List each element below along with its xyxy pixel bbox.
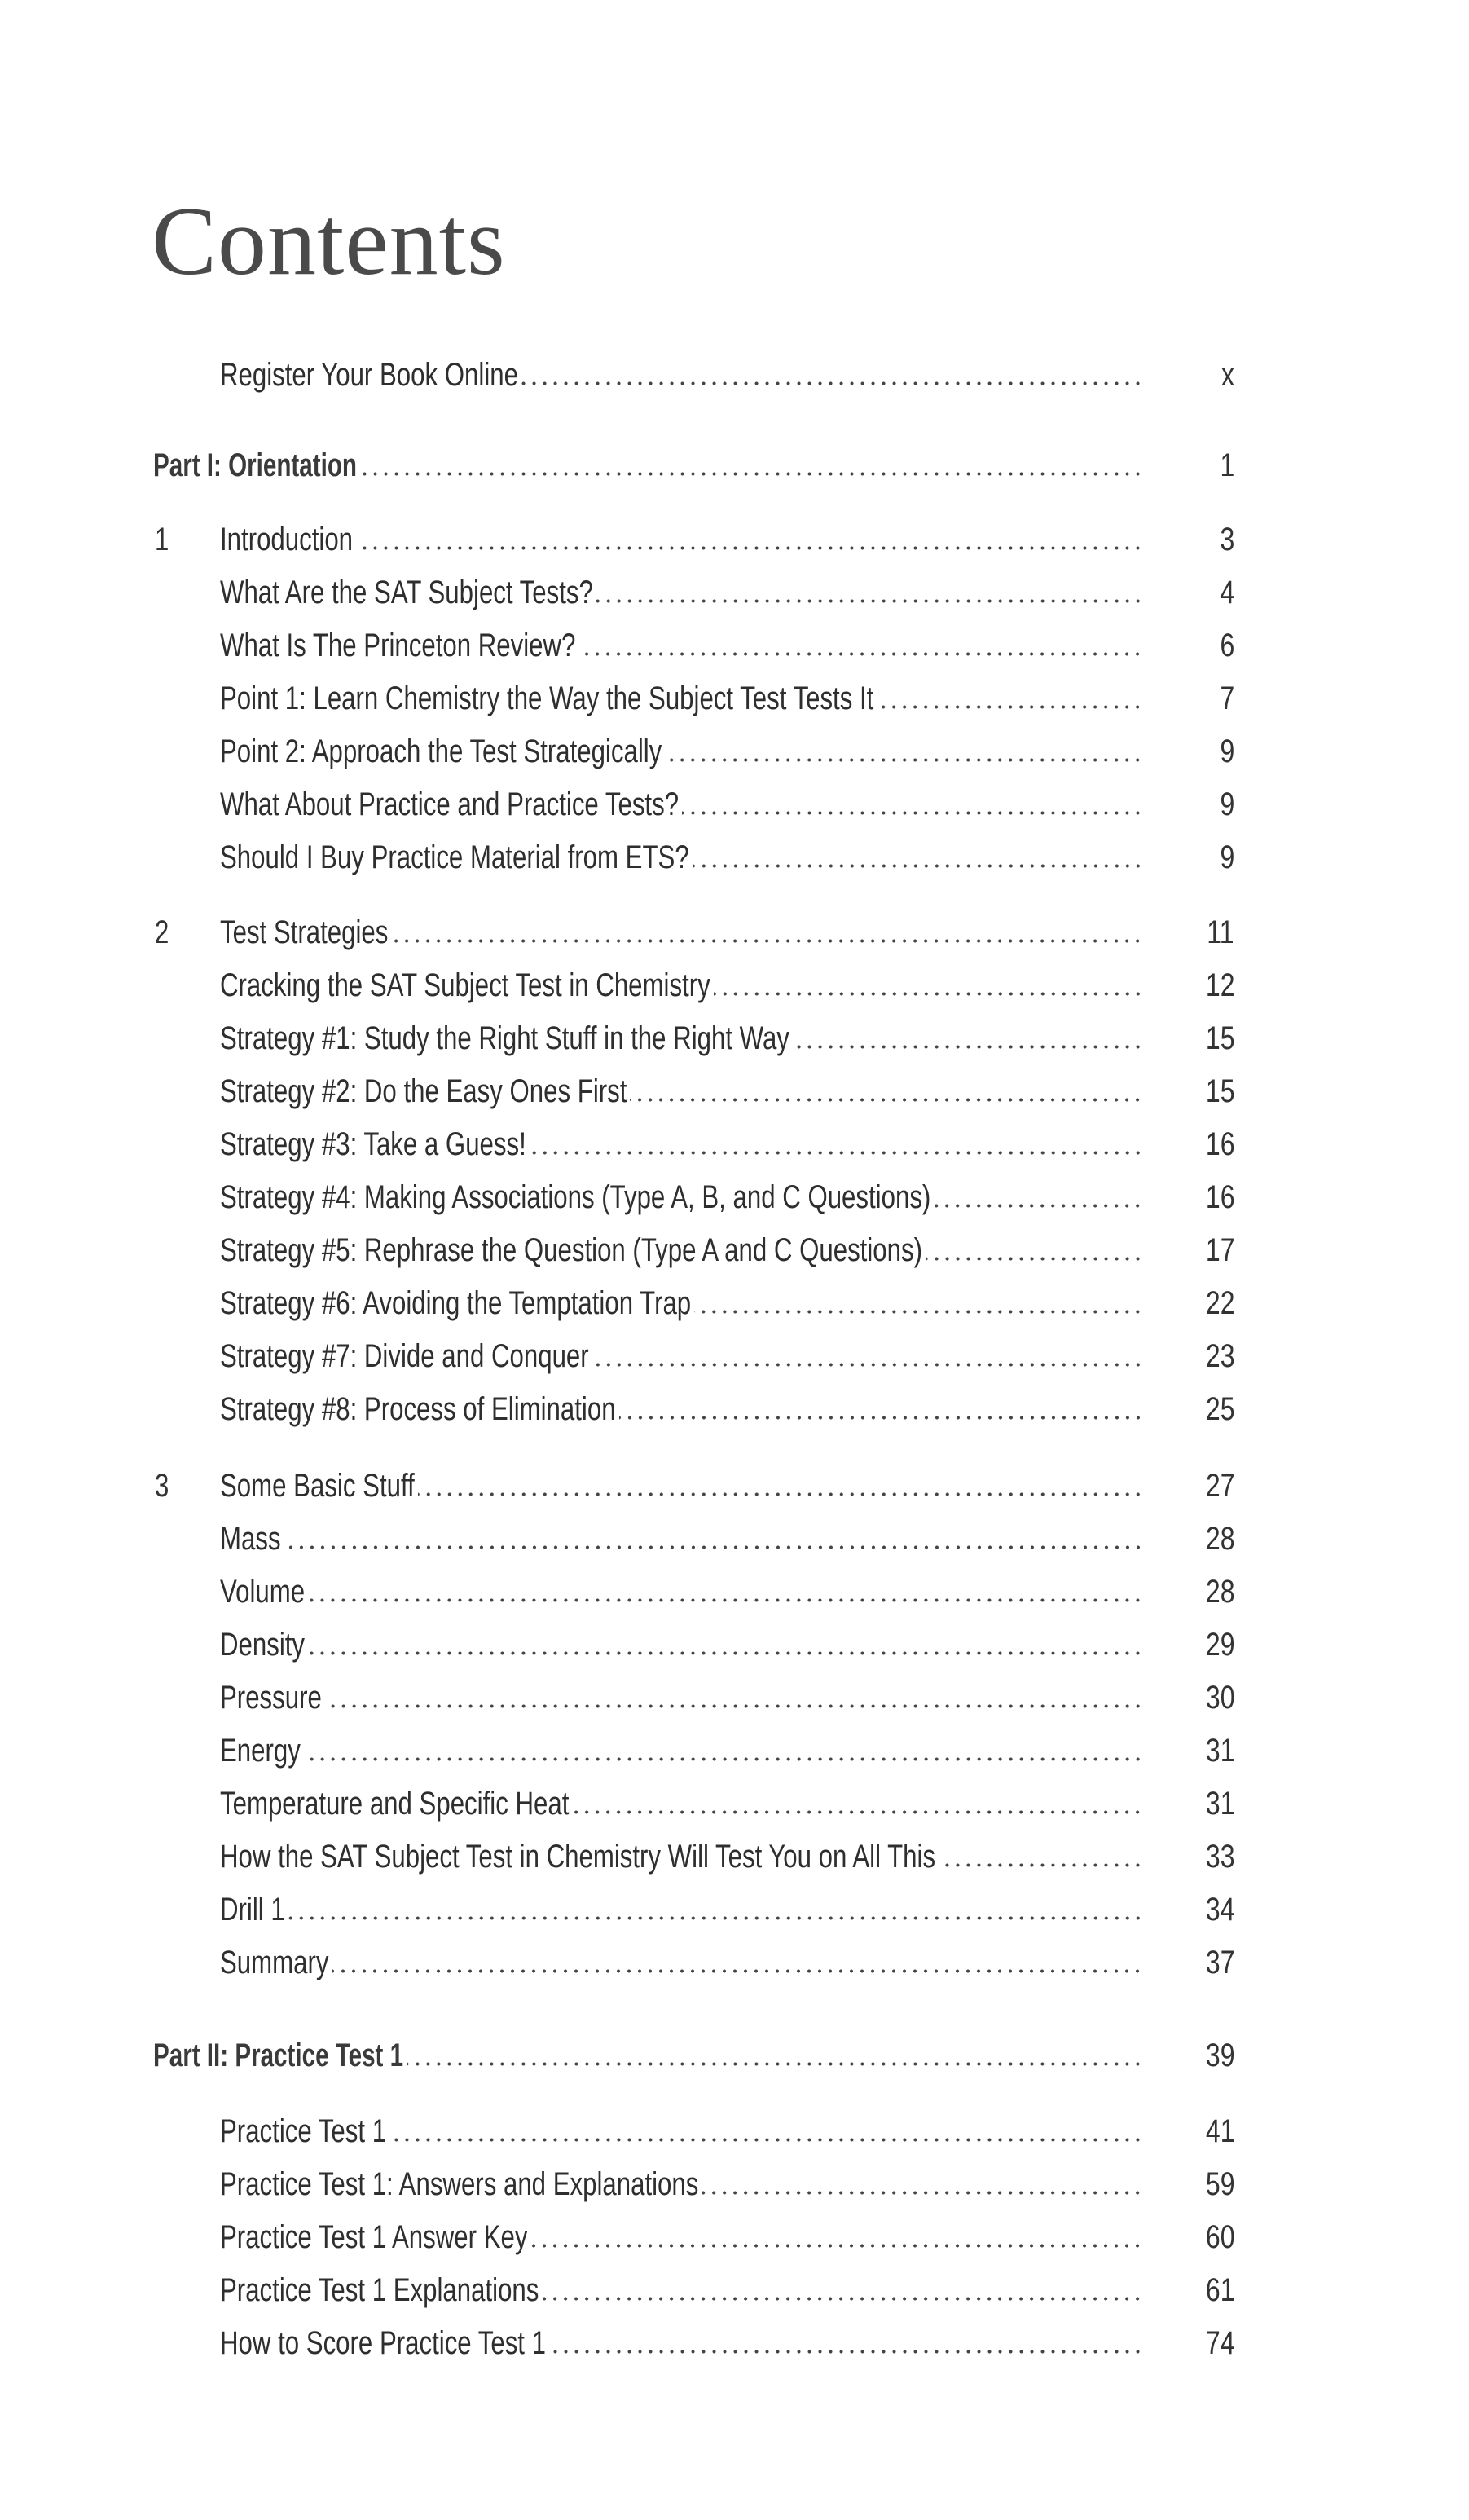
dot-leader (679, 784, 1143, 825)
toc-entry-label: Strategy #4: Making Associations (Type A, B, and C Questions) (220, 1179, 931, 1215)
dot-leader (873, 678, 1143, 719)
dot-leader (328, 1942, 1143, 1983)
page-number: 39 (1205, 2038, 1234, 2073)
page-number: 4 (1220, 575, 1234, 610)
page-number: 23 (1205, 1338, 1234, 1374)
toc-entry-label: Density (220, 1627, 306, 1663)
dot-leader (710, 965, 1143, 1006)
toc-entry-body (220, 837, 1143, 878)
dot-leader (546, 2323, 1143, 2364)
page-number: 28 (1205, 1574, 1234, 1610)
toc-entry-section[interactable] (0, 2323, 1469, 2364)
page-number: 27 (1205, 1468, 1234, 1504)
toc-entry-chapter[interactable] (0, 1465, 1469, 1506)
toc-entry-label: Strategy #7: Divide and Conquer (220, 1338, 589, 1374)
toc-entry-section[interactable] (0, 1124, 1469, 1165)
page-number: 30 (1205, 1680, 1234, 1716)
toc-entry-body (220, 2164, 1143, 2205)
page-number: 1 (1220, 447, 1234, 483)
dot-leader (403, 2035, 1143, 2076)
toc-entry-section[interactable] (0, 837, 1469, 878)
page-number: 3 (1220, 522, 1234, 557)
dot-leader (698, 2164, 1143, 2205)
toc-entry-chapter[interactable] (0, 519, 1469, 560)
toc-entry-body (153, 2035, 1143, 2076)
toc-entry-section[interactable] (0, 1283, 1469, 1324)
toc-entry-label: Should I Buy Practice Material from ETS? (220, 839, 689, 875)
toc-entry-body (220, 1177, 1143, 1218)
toc-entry-section[interactable] (0, 1942, 1469, 1983)
dot-leader (662, 731, 1143, 772)
dot-leader (789, 1018, 1143, 1059)
toc-entry-body (220, 1730, 1143, 1771)
page-number: 9 (1220, 839, 1234, 875)
toc-entry-section[interactable] (0, 1889, 1469, 1930)
toc-entry-label: Some Basic Stuff (220, 1468, 415, 1504)
page-number: 9 (1220, 734, 1234, 769)
toc-entry-body (220, 1571, 1143, 1612)
page-number: 59 (1205, 2166, 1234, 2202)
toc-entry-label: Strategy #2: Do the Easy Ones First (220, 1073, 627, 1109)
toc-entry-label: What Is The Princeton Review? (220, 628, 576, 663)
toc-entry-label: Summary (220, 1945, 329, 1980)
toc-entry-section[interactable] (0, 1336, 1469, 1377)
page-number: 16 (1205, 1126, 1234, 1162)
toc-entry-body (220, 678, 1143, 719)
toc-entry-label: How the SAT Subject Test in Chemistry Will Test You on All This (220, 1839, 936, 1875)
toc-entry-body (220, 731, 1143, 772)
page-number: 74 (1205, 2325, 1234, 2361)
toc-entry-label: Practice Test 1 Answer Key (220, 2219, 528, 2255)
toc-entry-body (220, 1124, 1143, 1165)
toc-entry-label: Mass (220, 1521, 281, 1557)
page-number: 9 (1220, 786, 1234, 822)
page-number: 60 (1205, 2219, 1234, 2255)
toc-entry-body (220, 1518, 1143, 1559)
toc-entry-label: How to Score Practice Test 1 (220, 2325, 546, 2361)
page-number: 61 (1205, 2272, 1234, 2308)
toc-entry-body (220, 1389, 1143, 1430)
toc-entry-section[interactable] (0, 2270, 1469, 2311)
toc-entry-section[interactable] (0, 1518, 1469, 1559)
dot-leader (691, 1283, 1143, 1324)
toc-entry-label: What About Practice and Practice Tests? (220, 786, 680, 822)
toc-entry-section[interactable] (0, 1389, 1469, 1430)
toc-entry-label: Register Your Book Online (220, 357, 518, 393)
dot-leader (539, 2270, 1143, 2311)
dot-leader (301, 1730, 1143, 1771)
toc-entry-label: Test Strategies (220, 914, 389, 950)
dot-leader (575, 625, 1143, 666)
dot-leader (569, 1783, 1143, 1824)
toc-entry-section[interactable] (0, 1836, 1469, 1877)
toc-entry-body (220, 965, 1143, 1006)
toc-entry-label: Point 1: Learn Chemistry the Way the Subject Test Tests It (220, 681, 874, 716)
page-number: 15 (1205, 1073, 1234, 1109)
toc-entry-section[interactable] (0, 784, 1469, 825)
toc-entry-section[interactable] (0, 965, 1469, 1006)
toc-entry-section[interactable] (0, 625, 1469, 666)
toc-entry-section[interactable] (0, 678, 1469, 719)
toc-entry-section[interactable] (0, 1230, 1469, 1271)
page-number: 37 (1205, 1945, 1234, 1980)
dot-leader (285, 1889, 1143, 1930)
toc-entry-body (220, 2323, 1143, 2364)
dot-leader (322, 1677, 1143, 1718)
toc-entry-section[interactable] (0, 1071, 1469, 1112)
toc-entry-body (220, 1071, 1143, 1112)
toc-entry-body (220, 2111, 1143, 2152)
toc-entry-label: Strategy #3: Take a Guess! (220, 1126, 526, 1162)
toc-entry-body (220, 1783, 1143, 1824)
dot-leader (616, 1389, 1143, 1430)
dot-leader (386, 2111, 1143, 2152)
page-number: 16 (1205, 1179, 1234, 1215)
page-number: 17 (1205, 1232, 1234, 1268)
page-number: 31 (1205, 1733, 1234, 1769)
page-number: 29 (1205, 1627, 1234, 1663)
dot-leader (935, 1836, 1143, 1877)
toc-entry-section[interactable] (0, 1783, 1469, 1824)
dot-leader (527, 2217, 1143, 2258)
page-title: Contents (152, 187, 506, 295)
page-number: 34 (1205, 1892, 1234, 1927)
dot-leader (281, 1518, 1143, 1559)
toc-entry-label: Part II: Practice Test 1 (153, 2038, 404, 2073)
toc-entry-body (220, 1465, 1143, 1506)
dot-leader (930, 1177, 1143, 1218)
toc-entry-label: Volume (220, 1574, 306, 1610)
toc-entry-body (220, 1230, 1143, 1271)
toc-entry-label: Pressure (220, 1680, 322, 1716)
dot-leader (357, 445, 1143, 486)
page-number: 41 (1205, 2113, 1234, 2149)
toc-entry-label: What Are the SAT Subject Tests? (220, 575, 593, 610)
toc-entry-body (220, 1624, 1143, 1665)
page-number: 33 (1205, 1839, 1234, 1875)
toc-entry-section[interactable] (0, 731, 1469, 772)
toc-entry-body (220, 2270, 1143, 2311)
toc-entry-body (220, 1836, 1143, 1877)
dot-leader (353, 519, 1143, 560)
toc-entry-body (220, 625, 1143, 666)
toc-entry-section[interactable] (0, 2111, 1469, 2152)
dot-leader (689, 837, 1143, 878)
toc-entry-body (220, 1889, 1143, 1930)
dot-leader (388, 912, 1143, 953)
toc-entry-label: Cracking the SAT Subject Test in Chemistry (220, 967, 710, 1003)
dot-leader (518, 355, 1143, 395)
page-number: 7 (1220, 681, 1234, 716)
page-number: 22 (1205, 1285, 1234, 1321)
toc-entry-body (220, 1336, 1143, 1377)
page-number: 15 (1205, 1020, 1234, 1056)
toc-entry-label: Practice Test 1: Answers and Explanations (220, 2166, 699, 2202)
dot-leader (627, 1071, 1143, 1112)
toc-entry-section[interactable] (0, 1177, 1469, 1218)
toc-entry-section[interactable] (0, 1571, 1469, 1612)
toc-entry-label: Strategy #8: Process of Elimination (220, 1391, 616, 1427)
toc-entry-label: Temperature and Specific Heat (220, 1786, 570, 1822)
toc-entry-body (220, 1677, 1143, 1718)
chapter-number: 1 (155, 522, 169, 557)
page-number: x (1221, 357, 1234, 393)
chapter-number: 3 (155, 1468, 169, 1504)
toc-entry-part[interactable] (0, 445, 1469, 486)
toc-entry-body (220, 1018, 1143, 1059)
toc-entry-front[interactable] (0, 355, 1469, 395)
toc-entry-section[interactable] (0, 572, 1469, 613)
dot-leader (415, 1465, 1143, 1506)
toc-entry-label: Strategy #1: Study the Right Stuff in the Right Way (220, 1020, 789, 1056)
toc-entry-part[interactable] (0, 2035, 1469, 2076)
toc-entry-body (220, 519, 1143, 560)
dot-leader (589, 1336, 1143, 1377)
toc-entry-label: Part I: Orientation (153, 447, 357, 483)
toc-entry-label: Drill 1 (220, 1892, 285, 1927)
toc-entry-body (153, 445, 1143, 486)
page-number: 6 (1220, 628, 1234, 663)
dot-leader (305, 1571, 1143, 1612)
toc-entry-body (220, 355, 1143, 395)
dot-leader (526, 1124, 1143, 1165)
toc-entry-label: Strategy #6: Avoiding the Temptation Trap (220, 1285, 692, 1321)
dot-leader (922, 1230, 1143, 1271)
page-number: 25 (1205, 1391, 1234, 1427)
toc-entry-body (220, 2217, 1143, 2258)
toc-entry-section[interactable] (0, 1677, 1469, 1718)
toc-entry-section[interactable] (0, 2217, 1469, 2258)
page-number: 11 (1207, 914, 1234, 950)
toc-entry-section[interactable] (0, 1018, 1469, 1059)
chapter-number: 2 (155, 914, 169, 950)
toc-entry-label: Strategy #5: Rephrase the Question (Type A and C Questions) (220, 1232, 922, 1268)
toc-entry-label: Practice Test 1 Explanations (220, 2272, 539, 2308)
dot-leader (593, 572, 1143, 613)
toc-entry-label: Energy (220, 1733, 301, 1769)
toc-entry-label: Introduction (220, 522, 354, 557)
dot-leader (305, 1624, 1143, 1665)
page-number: 12 (1205, 967, 1234, 1003)
toc-entry-chapter[interactable] (0, 912, 1469, 953)
toc-entry-body (220, 912, 1143, 953)
toc-entry-section[interactable] (0, 1730, 1469, 1771)
toc-entry-body (220, 1942, 1143, 1983)
toc-entry-body (220, 1283, 1143, 1324)
toc-entry-section[interactable] (0, 2164, 1469, 2205)
toc-entry-body (220, 572, 1143, 613)
page-number: 28 (1205, 1521, 1234, 1557)
page-number: 31 (1205, 1786, 1234, 1822)
toc-entry-body (220, 784, 1143, 825)
toc-entry-label: Practice Test 1 (220, 2113, 387, 2149)
toc-entry-label: Point 2: Approach the Test Strategically (220, 734, 662, 769)
toc-entry-section[interactable] (0, 1624, 1469, 1665)
